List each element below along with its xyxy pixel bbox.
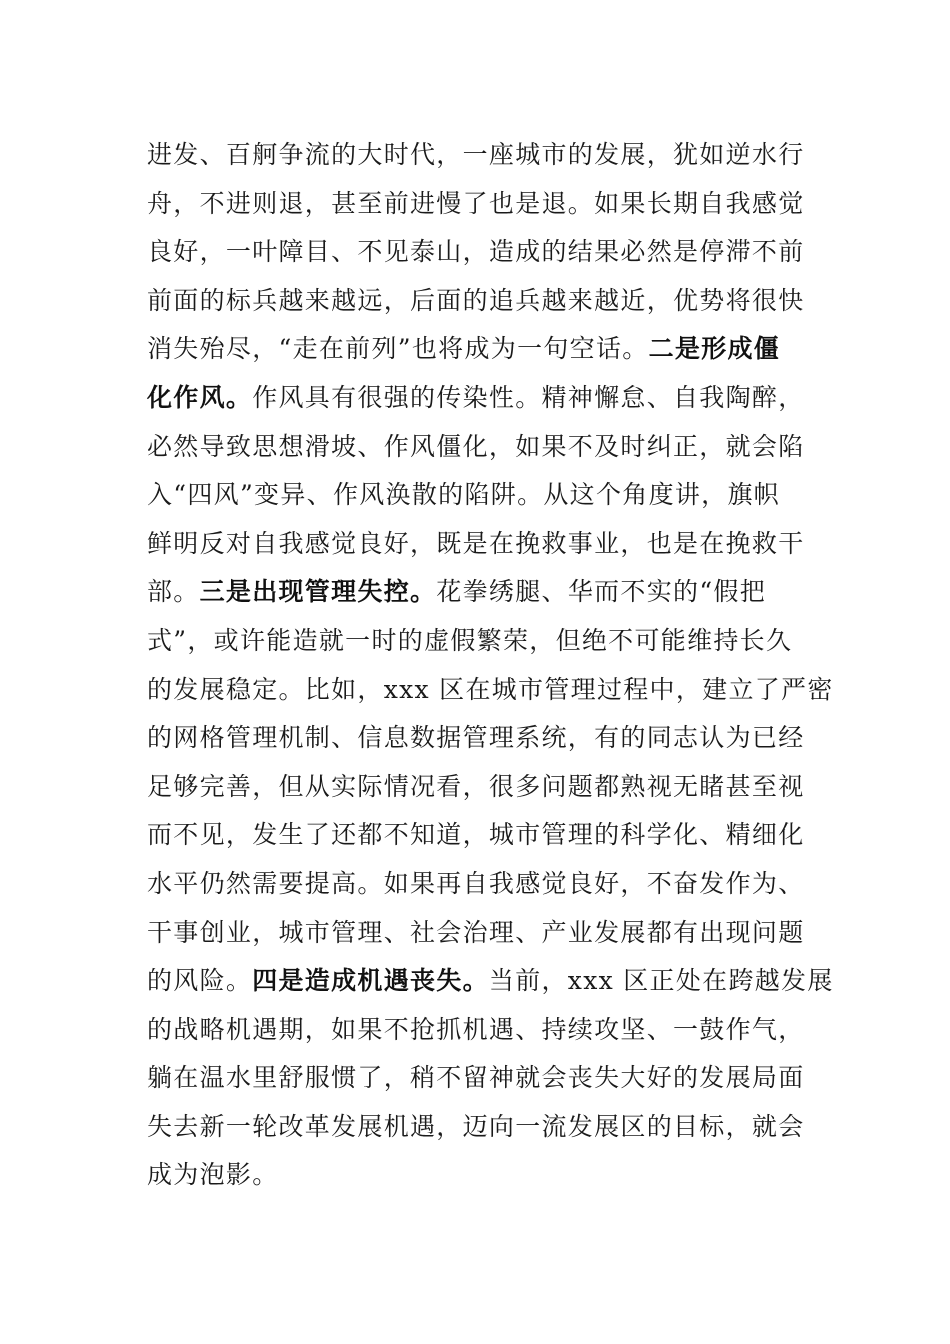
bold-heading-text: 四是造成机遇丧失。 [252,966,489,996]
body-text: 消失殆尽，“走在前列”也将成为一句空话。 [147,334,649,364]
body-text: 前面的标兵越来越远，后面的追兵越来越近，优势将很快 [147,285,805,315]
text-line [147,1103,807,1152]
body-text: 必然导致思想滑坡、作风僵化，如果不及时纠正，就会陷 [147,431,805,461]
body-text: 失去新一轮改革发展机遇，迈向一流发展区的目标，就会 [147,1111,805,1141]
bold-heading-text: 三是出现管理失控。 [199,577,437,607]
body-text: 的战略机遇期，如果不抢抓机遇、持续攻坚、一鼓作气， [147,1014,805,1044]
document-body [147,131,834,1200]
body-text: 进发、百舸争流的大时代，一座城市的发展，犹如逆水行 [147,140,805,169]
text-line [147,520,807,569]
body-text: 良好，一叶障目、不见泰山，造成的结果必然是停滞不前 [147,237,805,267]
text-line [147,277,807,326]
body-text: 式”，或许能造就一时的虚假繁荣，但绝不可能维持长久 [147,625,793,655]
text-line [147,180,807,229]
text-line [147,811,807,860]
body-text: 的网格管理机制、信息数据管理系统，有的同志认为已经 [147,723,805,753]
text-line [147,909,807,958]
text-line [147,131,807,180]
body-text: 舟，不进则退，甚至前进慢了也是退。如果长期自我感觉 [147,188,805,218]
text-line [147,423,807,472]
text-line [147,714,807,763]
body-text: 而不见，发生了还都不知道，城市管理的科学化、精细化 [147,820,805,850]
text-line [147,228,807,277]
text-line [147,957,834,1006]
body-text: 作风具有很强的传染性。精神懈怠、自我陶醉， [252,382,805,412]
text-line [147,1054,807,1103]
body-text: 的风险。 [147,966,253,996]
text-line [147,617,807,666]
body-text: 干事创业，城市管理、社会治理、产业发展都有出现问题 [147,917,805,947]
body-text: 躺在温水里舒服惯了，稍不留神就会丧失大好的发展局面 [147,1063,805,1093]
text-line [147,666,834,715]
text-line [147,1006,807,1055]
body-text: 足够完善，但从实际情况看，很多问题都熟视无睹甚至视 [147,771,805,801]
text-line [147,568,807,617]
bold-heading-text: 二是形成僵 [648,334,781,364]
body-text: 花拳绣腿、华而不实的“假把 [436,577,766,607]
text-line [147,1151,807,1200]
body-text: 的发展稳定。比如，xxx 区在城市管理过程中，建立了严密 [147,674,834,704]
body-text: 水平仍然需要提高。如果再自我感觉良好，不奋发作为、 [147,868,805,898]
body-text: 成为泡影。 [147,1160,279,1190]
body-text: 鲜明反对自我感觉良好，既是在挽救事业，也是在挽救干 [147,528,805,558]
text-line [147,763,807,812]
text-line [147,860,807,909]
bold-heading-text: 化作风。 [147,382,253,412]
text-line [147,325,807,374]
body-text: 部。 [147,577,200,607]
body-text: 当前，xxx 区正处在跨越发展 [488,966,834,996]
text-line [147,374,807,423]
text-line [147,471,807,520]
body-text: 入“四风”变异、作风涣散的陷阱。从这个角度讲，旗帜 [147,480,781,510]
